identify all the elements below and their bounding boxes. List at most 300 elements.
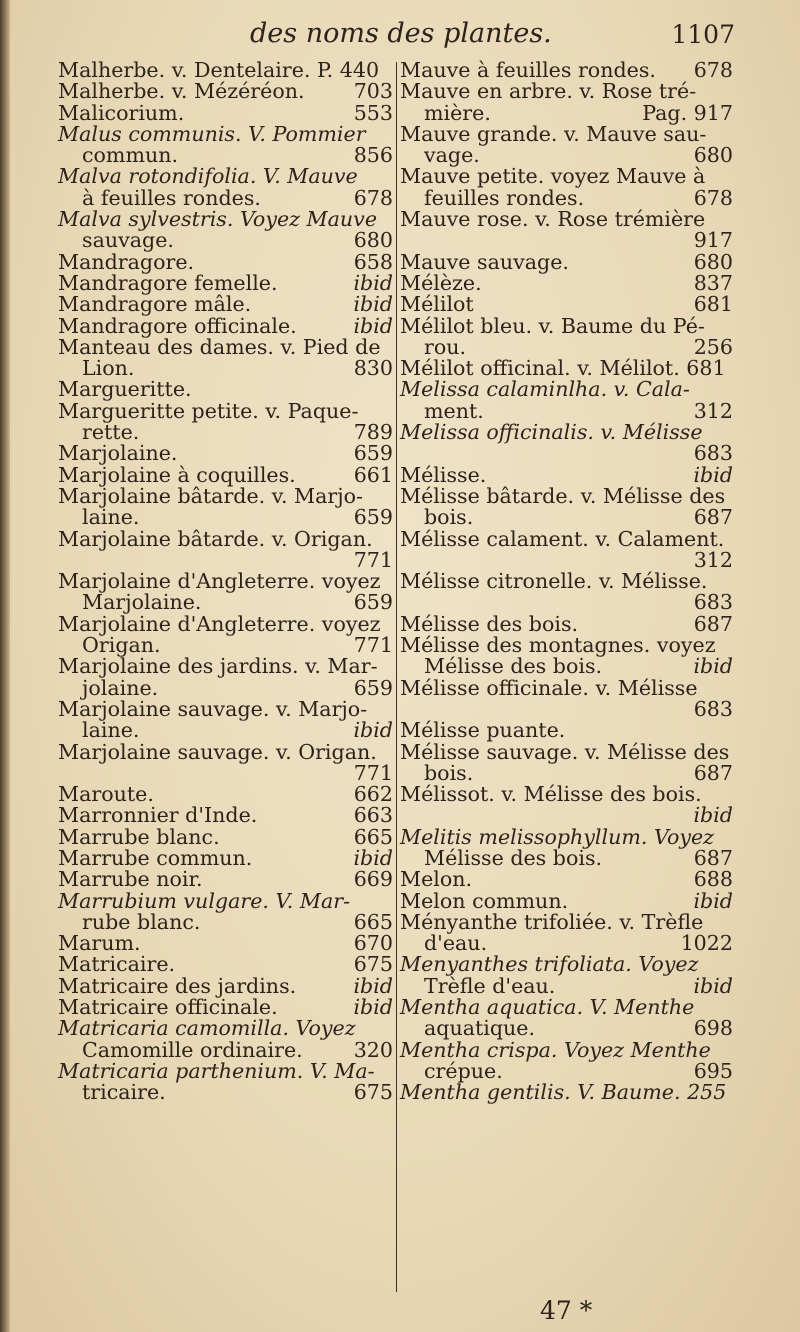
entry-line	[58, 954, 393, 975]
index-entry	[400, 571, 733, 614]
entry-text: jolaine.	[82, 675, 159, 700]
entry-text: Matricaria camomilla. Voyez	[58, 1016, 356, 1041]
index-entry	[58, 81, 393, 102]
page-reference: 680	[693, 249, 733, 274]
page-reference: 256	[693, 334, 733, 359]
running-title: des noms des plantes.	[250, 18, 552, 49]
entry-text: Mélisse puante.	[400, 718, 566, 743]
entry-line	[400, 1058, 733, 1083]
page-reference: 678	[693, 185, 733, 210]
entry-text: Mélisse calament. v. Calament.	[400, 526, 725, 551]
entry-line	[400, 997, 733, 1018]
entry-line	[58, 294, 393, 315]
entry-line	[58, 145, 393, 166]
page-reference: 830	[353, 356, 393, 381]
entry-line	[58, 997, 393, 1018]
entry-text: mière.	[424, 100, 491, 125]
index-entry	[400, 1037, 733, 1083]
index-entry	[400, 294, 733, 315]
entry-line	[58, 784, 393, 805]
entry-text: rette.	[82, 420, 140, 445]
page-reference: 856	[353, 143, 393, 168]
page-reference: 678	[693, 58, 733, 82]
entry-text: Margueritte.	[58, 377, 192, 402]
entry-line	[58, 483, 393, 508]
page-reference: ibid	[693, 973, 733, 998]
entry-line	[58, 270, 393, 295]
entry-line	[58, 209, 393, 230]
index-entry	[400, 462, 733, 487]
entry-text: Mauve sauvage.	[400, 249, 569, 274]
entry-text: Marum.	[58, 931, 141, 956]
page-reference: Pag. 917	[642, 100, 733, 125]
page-reference: 678	[353, 185, 393, 210]
index-entry	[58, 462, 393, 487]
entry-text: Mauve petite. voyez Mauve à	[400, 164, 706, 189]
page-reference: 662	[353, 782, 393, 807]
index-entry	[58, 888, 393, 934]
entry-line	[58, 1037, 393, 1062]
entry-line	[400, 313, 733, 338]
index-entry	[400, 249, 733, 274]
entry-line	[400, 507, 733, 528]
entry-text: Mélisse sauvage. v. Mélisse des	[400, 739, 730, 764]
entry-text: Maroute.	[58, 782, 154, 807]
page-reference: 683	[693, 696, 733, 721]
entry-line	[400, 526, 733, 551]
entry-line	[400, 805, 733, 826]
page-reference: 659	[353, 675, 393, 700]
entry-line	[58, 1082, 393, 1103]
page-number: 1107	[671, 20, 735, 49]
entry-line	[58, 888, 393, 913]
index-entry	[58, 270, 393, 295]
entry-line	[400, 462, 733, 487]
entry-text: Malicorium.	[58, 100, 185, 125]
entry-line	[58, 675, 393, 700]
entry-line	[58, 739, 393, 764]
entry-line	[400, 100, 733, 125]
index-entry	[58, 100, 393, 125]
page-reference: 320	[353, 1037, 393, 1062]
entry-line	[400, 121, 733, 146]
index-entry	[400, 422, 733, 465]
entry-line	[400, 675, 733, 700]
page-reference: 837	[693, 270, 733, 295]
index-entry	[400, 358, 733, 379]
entry-text: Marjolaine des jardins. v. Mar-	[58, 654, 378, 679]
entry-line	[58, 571, 393, 592]
entry-line	[58, 909, 393, 934]
index-entry	[58, 526, 393, 572]
entry-text: Mélisse.	[400, 462, 487, 487]
page-reference: 663	[353, 803, 393, 828]
entry-line	[400, 443, 733, 464]
entry-line	[58, 100, 393, 125]
entry-text: Marjolaine sauvage. v. Origan.	[58, 739, 377, 764]
entry-text: Mélisse officinale. v. Mélisse	[400, 675, 698, 700]
entry-line	[400, 209, 733, 230]
entry-text: Melissa officinalis. v. Mélisse	[400, 420, 703, 445]
entry-line	[58, 507, 393, 528]
index-entry	[400, 997, 733, 1040]
entry-text: rube blanc.	[82, 909, 201, 934]
entry-line	[58, 334, 393, 359]
index-entry	[58, 483, 393, 530]
index-entry	[400, 270, 733, 295]
page-reference: 687	[693, 611, 733, 636]
entry-line	[58, 462, 393, 487]
entry-text: aquatique.	[424, 1016, 536, 1041]
index-entry	[58, 824, 393, 849]
entry-line	[58, 185, 393, 210]
entry-text: vage.	[424, 143, 480, 168]
index-entry	[400, 379, 733, 422]
index-entry	[400, 81, 733, 124]
index-entry	[58, 166, 393, 209]
entry-line	[400, 784, 733, 805]
entry-line	[400, 888, 733, 913]
entry-text: Marrube blanc.	[58, 824, 220, 849]
entry-text: rou.	[424, 334, 467, 359]
entry-line	[58, 845, 393, 870]
entry-line	[400, 635, 733, 656]
entry-line	[58, 379, 393, 400]
index-entry	[58, 1018, 393, 1061]
entry-text: Marronnier d'Inde.	[58, 803, 258, 828]
page-reference: 661	[353, 462, 393, 487]
entry-line	[58, 1018, 393, 1039]
index-entry	[400, 675, 733, 721]
index-entry	[58, 209, 393, 252]
entry-line	[400, 334, 733, 359]
entry-text: Mauve à feuilles rondes.	[400, 58, 656, 82]
page-reference: 917	[693, 228, 733, 253]
entry-line	[400, 60, 733, 81]
entry-text: Matricaire.	[58, 952, 176, 977]
page-reference: 683	[693, 590, 733, 615]
entry-text: Mentha aquatica. V. Menthe	[400, 995, 695, 1020]
entry-line	[400, 81, 733, 102]
entry-line	[400, 869, 733, 890]
entry-line	[400, 656, 733, 677]
index-entry	[400, 824, 733, 870]
page-reference: 658	[353, 249, 393, 274]
entry-line	[400, 230, 733, 251]
entry-line	[58, 422, 393, 443]
entry-line	[400, 611, 733, 636]
page-reference: ibid	[693, 462, 733, 487]
entry-line	[400, 592, 733, 613]
index-entry	[400, 483, 733, 530]
entry-line	[400, 185, 733, 210]
entry-line	[58, 121, 393, 146]
entry-line	[58, 313, 393, 338]
index-entry	[400, 954, 733, 997]
entry-line	[58, 1058, 393, 1083]
index-entry	[58, 696, 393, 743]
entry-line	[400, 294, 733, 315]
page-reference: ibid	[353, 973, 393, 998]
index-entry	[58, 1058, 393, 1105]
entry-text: Marrube noir.	[58, 867, 203, 892]
entry-text: Mélisse citronelle. v. Mélisse.	[400, 569, 708, 594]
page-reference: 553	[353, 100, 393, 125]
index-entry	[400, 611, 733, 636]
entry-line	[400, 422, 733, 443]
entry-text: d'eau.	[424, 931, 488, 956]
entry-text: Malva rotondifolia. V. Mauve	[58, 164, 358, 189]
entry-text: Ményanthe trifoliée. v. Trèfle	[400, 909, 704, 934]
index-column-right	[400, 60, 733, 1104]
entry-line	[400, 166, 733, 187]
entry-text: Marjolaine à coquilles.	[58, 462, 296, 487]
entry-text: Mandragore.	[58, 249, 195, 274]
page-reference: 695	[693, 1058, 733, 1083]
entry-text: laine.	[82, 505, 140, 530]
entry-text: Matricaria parthenium. V. Ma-	[58, 1058, 375, 1083]
entry-line	[58, 592, 393, 613]
entry-line	[58, 635, 393, 656]
page-reference: ibid	[353, 718, 393, 743]
entry-line	[400, 1082, 733, 1103]
page-reference: 675	[353, 1080, 393, 1105]
entry-line	[58, 656, 393, 677]
entry-line	[400, 483, 733, 508]
entry-text: Marjolaine.	[58, 441, 178, 466]
entry-text: crépue.	[424, 1058, 503, 1083]
index-entry	[400, 720, 733, 741]
entry-line	[58, 933, 393, 954]
index-entry	[58, 973, 393, 998]
entry-line	[58, 973, 393, 998]
entry-text: Marrube commun.	[58, 845, 253, 870]
index-entry	[58, 784, 393, 805]
entry-line	[400, 909, 733, 934]
entry-line	[400, 379, 733, 400]
entry-text: Malva sylvestris. Voyez Mauve	[58, 207, 378, 232]
index-entry	[58, 379, 393, 400]
index-entry	[58, 845, 393, 870]
entry-line	[400, 571, 733, 592]
entry-text: Mandragore femelle.	[58, 270, 278, 295]
entry-text: Marjolaine.	[82, 590, 202, 615]
index-entry	[58, 443, 393, 464]
page-reference: ibid	[693, 803, 733, 828]
entry-line	[400, 696, 733, 721]
entry-text: Mélisse des bois.	[424, 654, 603, 679]
signature-mark: 47 *	[540, 1296, 593, 1325]
page-reference: 683	[693, 441, 733, 466]
page-reference: 687	[693, 505, 733, 530]
index-entry	[58, 805, 393, 826]
page-reference: 665	[353, 824, 393, 849]
index-entry	[58, 571, 393, 614]
entry-text: Mandragore officinale.	[58, 313, 297, 338]
entry-text: Mélisse des montagnes. voyez	[400, 633, 716, 658]
entry-text: Origan.	[82, 633, 161, 658]
entry-line	[400, 145, 733, 166]
entry-line	[58, 358, 393, 379]
entry-line	[400, 398, 733, 423]
index-entry	[400, 739, 733, 785]
entry-text: Lion.	[82, 356, 135, 381]
entry-text: Mélilot bleu. v. Baume du Pé-	[400, 313, 705, 338]
entry-text: Mentha gentilis. V. Baume. 255	[400, 1080, 727, 1105]
entry-line	[400, 1018, 733, 1039]
page-reference: 1022	[680, 931, 733, 956]
entry-text: Malus communis. V. Pommier	[58, 121, 366, 146]
page-reference: ibid	[693, 888, 733, 913]
entry-line	[58, 166, 393, 187]
entry-text: Melon commun.	[400, 888, 569, 913]
index-entry	[400, 909, 733, 956]
page-reference: 680	[353, 228, 393, 253]
entry-line	[58, 760, 393, 785]
entry-line	[58, 526, 393, 551]
entry-line	[58, 720, 393, 741]
page-reference: ibid	[353, 313, 393, 338]
entry-line	[400, 845, 733, 870]
entry-line	[400, 824, 733, 849]
page-reference: ibid	[353, 995, 393, 1020]
page-reference: 789	[353, 420, 393, 445]
entry-text: feuilles rondes.	[424, 185, 585, 210]
index-entry	[400, 888, 733, 913]
entry-text: bois.	[424, 505, 474, 530]
entry-line	[58, 60, 393, 81]
index-entry	[400, 209, 733, 252]
page-reference: 688	[693, 867, 733, 892]
column-divider	[396, 62, 397, 1292]
entry-text: laine.	[82, 718, 140, 743]
page-reference: 659	[353, 505, 393, 530]
page-reference: 670	[353, 931, 393, 956]
index-entry	[58, 313, 393, 338]
entry-text: Marjolaine d'Angleterre. voyez	[58, 569, 381, 594]
index-entry	[400, 635, 733, 678]
page-reference: 665	[353, 909, 393, 934]
entry-text: Mélisse bâtarde. v. Mélisse des	[400, 483, 726, 508]
entry-text: Manteau des dames. v. Pied de	[58, 334, 381, 359]
entry-line	[400, 720, 733, 741]
entry-line	[58, 443, 393, 464]
page-reference: 687	[693, 760, 733, 785]
index-entry	[58, 954, 393, 975]
entry-text: Margueritte petite. v. Paque-	[58, 398, 359, 423]
entry-text: Melissa calaminlha. v. Cala-	[400, 377, 690, 402]
entry-text: Mauve rose. v. Rose trémière	[400, 207, 706, 232]
entry-text: Mélisse des bois.	[424, 845, 603, 870]
index-entry	[58, 997, 393, 1018]
index-entry	[58, 656, 393, 699]
index-entry	[58, 60, 393, 81]
entry-text: Marjolaine bâtarde. v. Marjo-	[58, 483, 363, 508]
entry-line	[58, 230, 393, 251]
index-entry	[58, 869, 393, 890]
entry-line	[400, 358, 733, 379]
entry-line	[58, 824, 393, 849]
entry-text: Marrubium vulgare. V. Mar-	[58, 888, 351, 913]
index-entry	[400, 313, 733, 359]
entry-text: tricaire.	[82, 1080, 166, 1105]
index-entry	[58, 249, 393, 274]
entry-text: Matricaire des jardins.	[58, 973, 297, 998]
page-reference: 703	[353, 79, 393, 104]
entry-line	[400, 739, 733, 764]
entry-line	[58, 398, 393, 423]
entry-line	[58, 696, 393, 721]
entry-text: Camomille ordinaire.	[82, 1037, 303, 1062]
index-entry	[400, 60, 733, 81]
entry-text: Mauve grande. v. Mauve sau-	[400, 121, 707, 146]
entry-line	[58, 611, 393, 636]
entry-text: Malherbe. v. Mézéréon.	[58, 79, 305, 104]
page-reference: 680	[693, 143, 733, 168]
entry-text: Mélèze.	[400, 270, 482, 295]
index-entry	[58, 611, 393, 658]
entry-line	[400, 933, 733, 954]
index-entry	[400, 121, 733, 168]
entry-line	[58, 869, 393, 890]
entry-text: commun.	[82, 143, 179, 168]
index-entry	[400, 166, 733, 209]
index-entry	[400, 784, 733, 827]
entry-text: sauvage.	[82, 228, 174, 253]
page-reference: 681	[693, 292, 733, 317]
entry-text: Mauve en arbre. v. Rose tré-	[400, 79, 697, 104]
page-gutter-shadow	[0, 0, 10, 1332]
entry-line	[58, 547, 393, 572]
page-reference: ibid	[693, 654, 733, 679]
entry-text: Mélissot. v. Mélisse des bois.	[400, 782, 702, 807]
index-entry	[58, 398, 393, 445]
entry-text: Mélisse des bois.	[400, 611, 579, 636]
index-entry	[400, 1082, 733, 1103]
page-reference: ibid	[353, 270, 393, 295]
entry-line	[400, 1037, 733, 1062]
entry-line	[400, 973, 733, 998]
entry-text: Melon.	[400, 867, 473, 892]
entry-text: Mélilot officinal. v. Mélilot. 681	[400, 356, 726, 381]
entry-text: Marjolaine d'Angleterre. voyez	[58, 611, 381, 636]
entry-text: à feuilles rondes.	[82, 185, 261, 210]
index-entry	[400, 869, 733, 890]
index-entry	[400, 526, 733, 572]
page-reference: ibid	[353, 845, 393, 870]
page-reference: 675	[353, 952, 393, 977]
entry-text: Melitis melissophyllum. Voyez	[400, 824, 715, 849]
index-entry	[58, 739, 393, 785]
entry-text: Menyanthes trifoliata. Voyez	[400, 952, 699, 977]
page-reference: 771	[353, 547, 393, 572]
page-reference: 669	[353, 867, 393, 892]
page-reference: 312	[693, 398, 733, 423]
entry-text: Mandragore mâle.	[58, 292, 252, 317]
entry-line	[400, 954, 733, 975]
page-reference: 687	[693, 845, 733, 870]
entry-text: bois.	[424, 760, 474, 785]
index-entry	[58, 933, 393, 954]
entry-text: Malherbe. v. Dentelaire. P. 440	[58, 58, 380, 82]
page-reference: 771	[353, 760, 393, 785]
page-reference: ibid	[353, 292, 393, 317]
entry-line	[400, 270, 733, 295]
page-reference: 659	[353, 590, 393, 615]
index-entry	[58, 334, 393, 381]
index-column-left	[58, 60, 393, 1104]
page-reference: 698	[693, 1016, 733, 1041]
